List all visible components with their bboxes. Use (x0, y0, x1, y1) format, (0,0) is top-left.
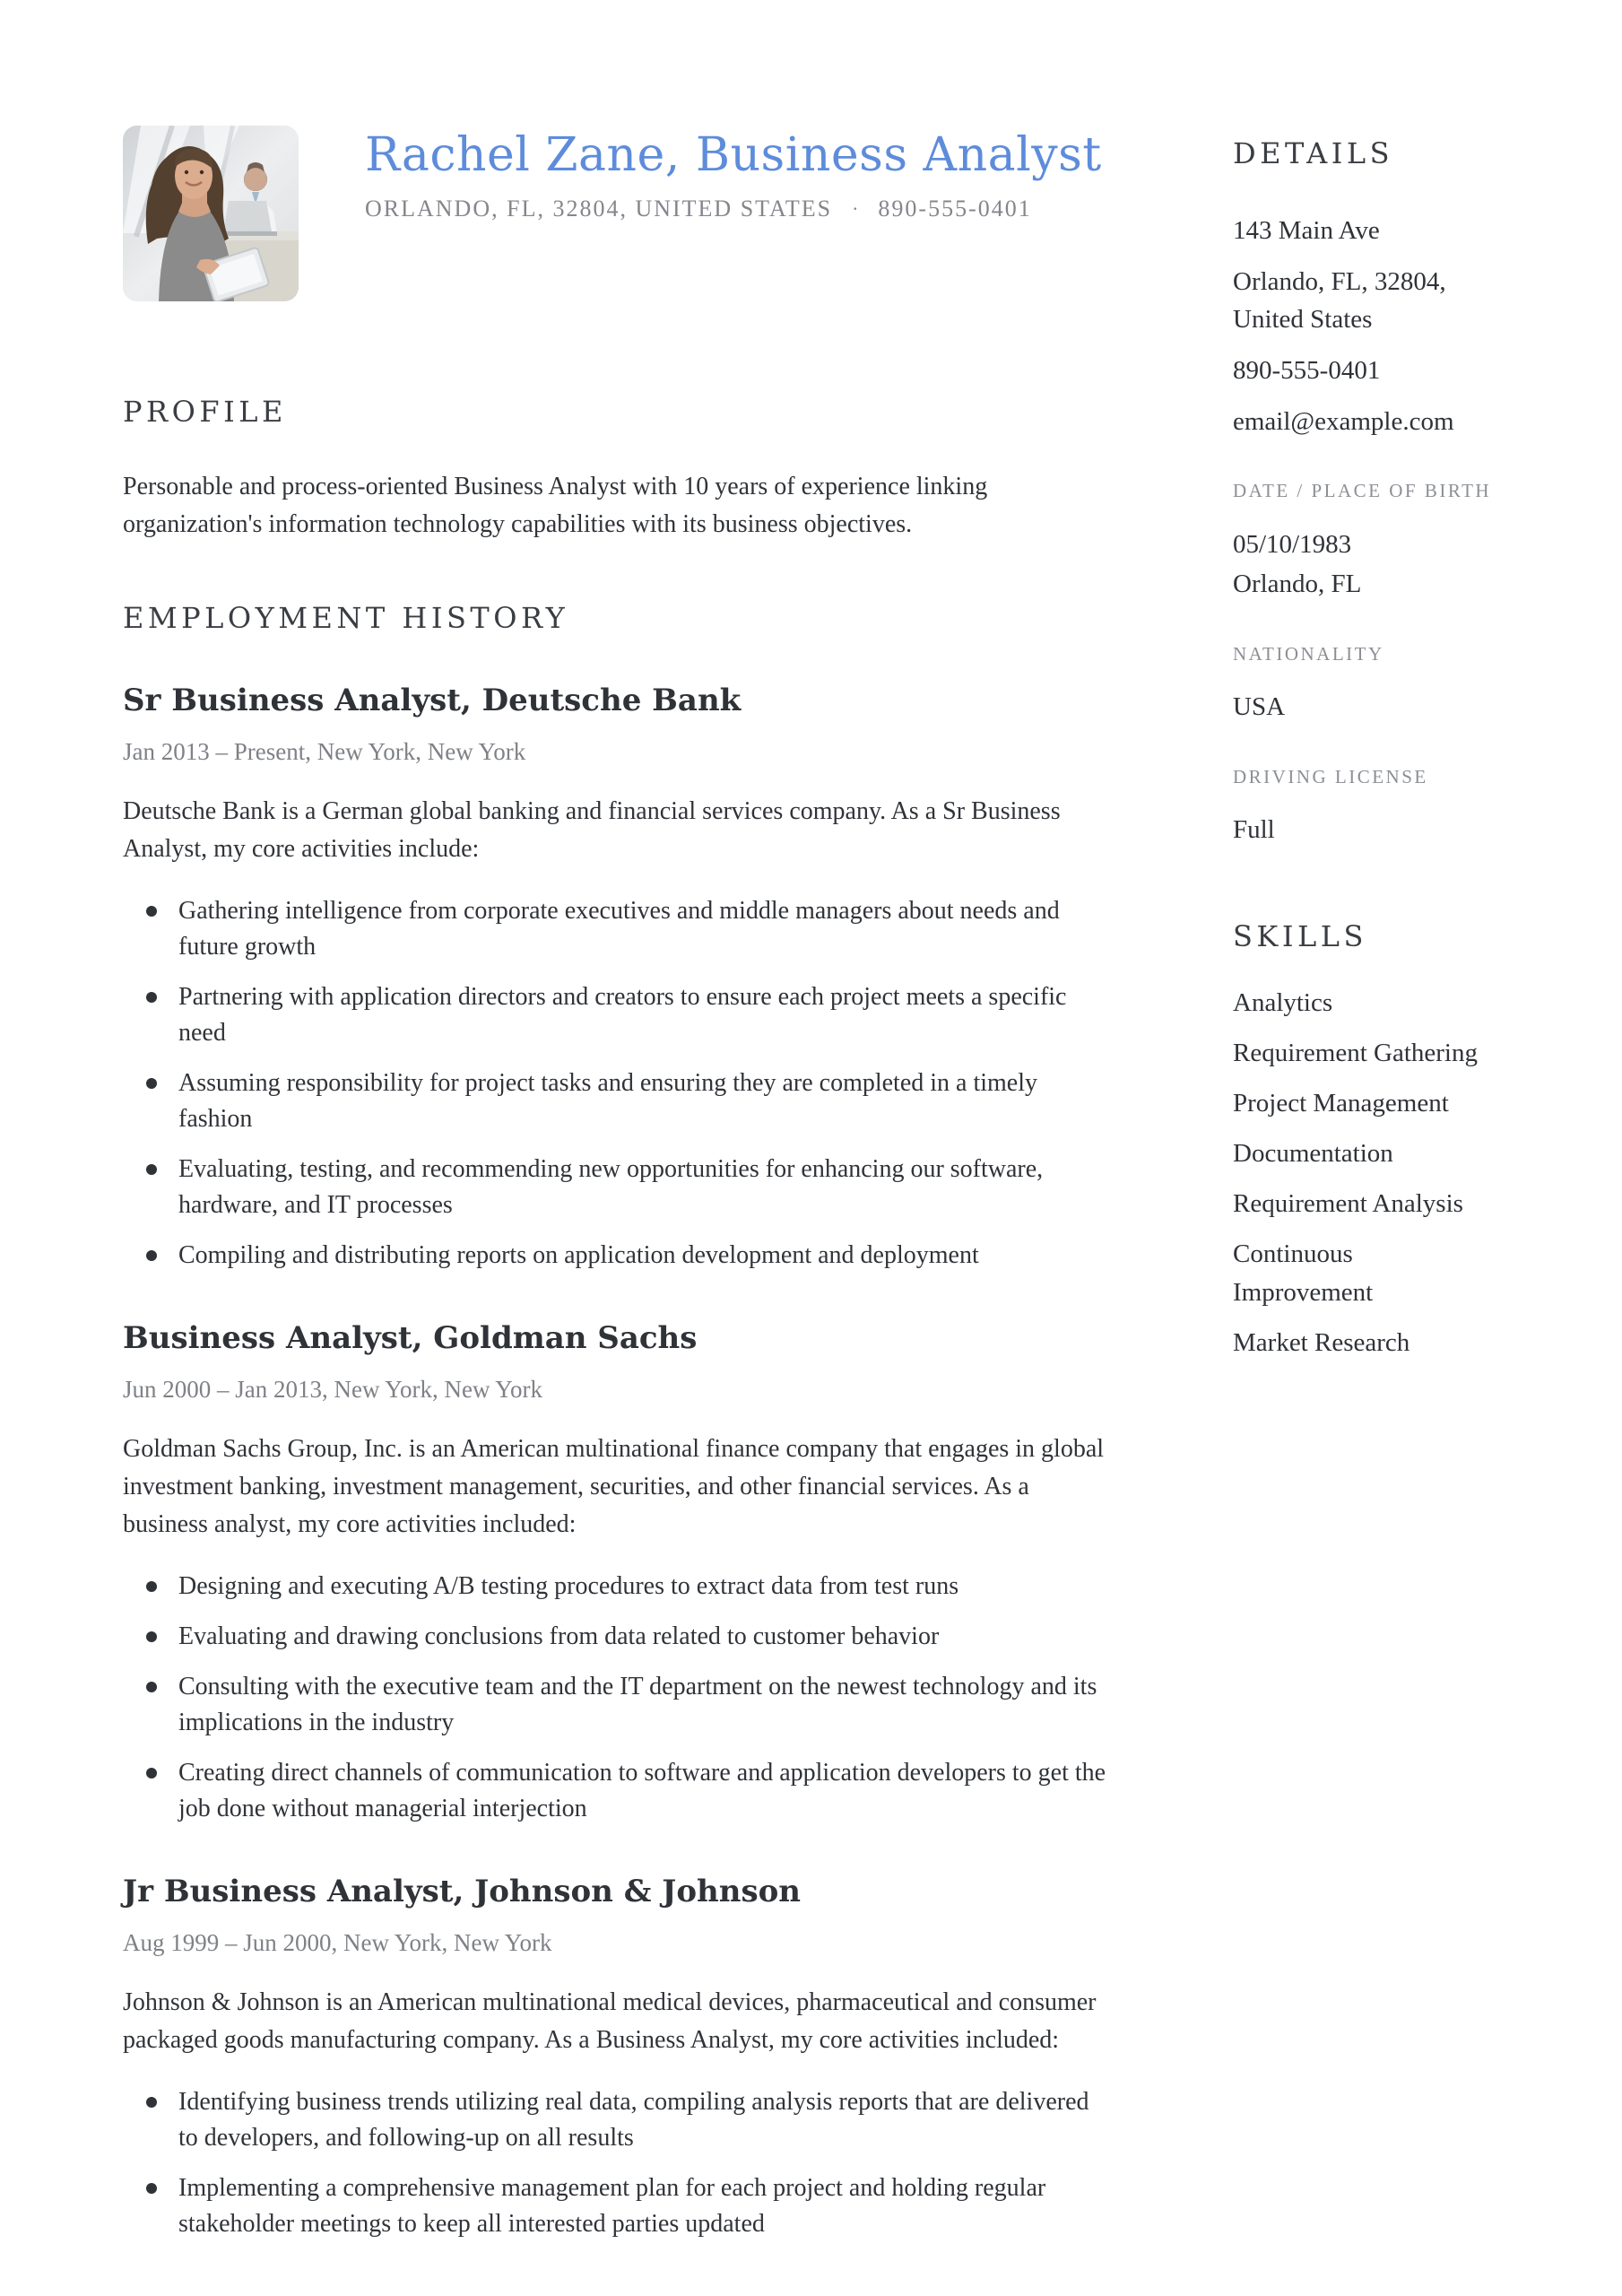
job-entry (123, 683, 1109, 1274)
job-bullet: Partnering with application directors and creators to ensure each project meets a specific need (178, 979, 1109, 1051)
job-title: Jr Business Analyst, Johnson & Johnson (123, 1874, 802, 1910)
license-value: Full (1233, 814, 1275, 844)
job-bullet: Compiling and distributing reports on application development and deployment (178, 1238, 1109, 1274)
contact-location: ORLANDO, FL, 32804, UNITED STATES (365, 196, 833, 222)
profile-photo (123, 126, 299, 301)
resume-header (123, 126, 1109, 301)
employment-heading: EMPLOYMENT HISTORY (123, 601, 569, 636)
birth-label: DATE / PLACE OF BIRTH (1233, 480, 1492, 502)
identity-block (365, 126, 1102, 222)
job-summary: Johnson & Johnson is an American multinational medical devices, pharmaceutical and consumer packaged goods manufacturing company. As a Business Analyst, my core activities included: (123, 1988, 1097, 2055)
detail-phone: 890-555-0401 (1233, 356, 1381, 386)
birth-date: 05/10/1983 (1233, 529, 1352, 559)
job-bullet: Identifying business trends utilizing real data, compiling analysis reports that are delivered to developers, and following-up on all results (178, 2084, 1109, 2156)
profile-heading: PROFILE (123, 395, 287, 429)
details-heading: DETAILS (1233, 136, 1394, 170)
job-bullet: Creating direct channels of communication to software and application developers to get the job done without managerial interjection (178, 1755, 1109, 1827)
skill-item: Analytics (1233, 988, 1333, 1018)
job-bullet: Designing and executing A/B testing procedures to extract data from test runs (178, 1569, 1109, 1605)
job-entry (123, 1320, 1109, 1827)
contact-line (365, 196, 1102, 222)
job-bullets (123, 893, 1109, 1274)
job-bullets (123, 1569, 1109, 1827)
job-summary: Goldman Sachs Group, Inc. is an American multinational finance company that engages in global investment banking, investment management, securities, and other financial services. As a business analyst, my core activities included: (123, 1435, 1105, 1539)
employment-jobs (123, 683, 1109, 2243)
nationality-value: USA (1233, 691, 1286, 721)
job-title: Business Analyst, Goldman Sachs (123, 1319, 698, 1356)
skill-item: Documentation (1233, 1139, 1393, 1169)
job-title: Sr Business Analyst, Deutsche Bank (123, 682, 742, 718)
contact-phone: 890-555-0401 (878, 196, 1032, 222)
job-meta: Aug 1999 – Jun 2000, New York, New York (123, 1928, 552, 1956)
skill-item: Market Research (1233, 1328, 1410, 1358)
job-meta: Jan 2013 – Present, New York, New York (123, 737, 526, 765)
license-label: DRIVING LICENSE (1233, 765, 1428, 787)
job-bullet: Evaluating, testing, and recommending new opportunities for enhancing our software, hardware, and IT processes (178, 1152, 1109, 1223)
sidebar (1233, 136, 1492, 1374)
contact-separator: · (852, 197, 859, 221)
skill-item: Project Management (1233, 1089, 1449, 1118)
profile-section (123, 395, 1109, 544)
profile-photo-illustration (123, 126, 299, 301)
job-bullet: Evaluating and drawing conclusions from data related to customer behavior (178, 1619, 1109, 1655)
job-bullet: Assuming responsibility for project tasks and ensuring they are completed in a timely fashion (178, 1065, 1109, 1137)
skills-list (1233, 984, 1488, 1362)
job-summary: Deutsche Bank is a German global banking and financial services company. As a Sr Business Analyst, my core activities include: (123, 796, 1061, 863)
profile-text: Personable and process-oriented Business Analyst with 10 years of experience linking organization's information technology capabilities with its business objectives. (123, 473, 988, 539)
skill-item: Requirement Gathering (1233, 1039, 1478, 1068)
employment-section (123, 601, 1109, 2242)
skill-item: Requirement Analysis (1233, 1189, 1463, 1219)
main-column (123, 126, 1109, 2257)
detail-address-line1: 143 Main Ave (1233, 216, 1380, 246)
birth-place: Orlando, FL (1233, 569, 1362, 598)
job-bullets (123, 2084, 1109, 2242)
job-bullet: Implementing a comprehensive management plan for each project and holding regular stakeholder meetings to keep all interested parties updated (178, 2170, 1109, 2242)
name-title: Rachel Zane, Business Analyst (365, 128, 1102, 182)
job-bullet: Consulting with the executive team and the IT department on the newest technology and its implications in the industry (178, 1669, 1109, 1741)
job-entry (123, 1874, 1109, 2242)
detail-email: email@example.com (1233, 407, 1454, 437)
skill-item: Continuous Improvement (1233, 1239, 1374, 1308)
job-meta: Jun 2000 – Jan 2013, New York, New York (123, 1375, 543, 1403)
detail-address-line2: Orlando, FL, 32804, United States (1233, 267, 1446, 335)
skills-heading: SKILLS (1233, 918, 1367, 953)
job-bullet: Gathering intelligence from corporate executives and middle managers about needs and future growth (178, 893, 1109, 965)
nationality-label: NATIONALITY (1233, 642, 1384, 665)
